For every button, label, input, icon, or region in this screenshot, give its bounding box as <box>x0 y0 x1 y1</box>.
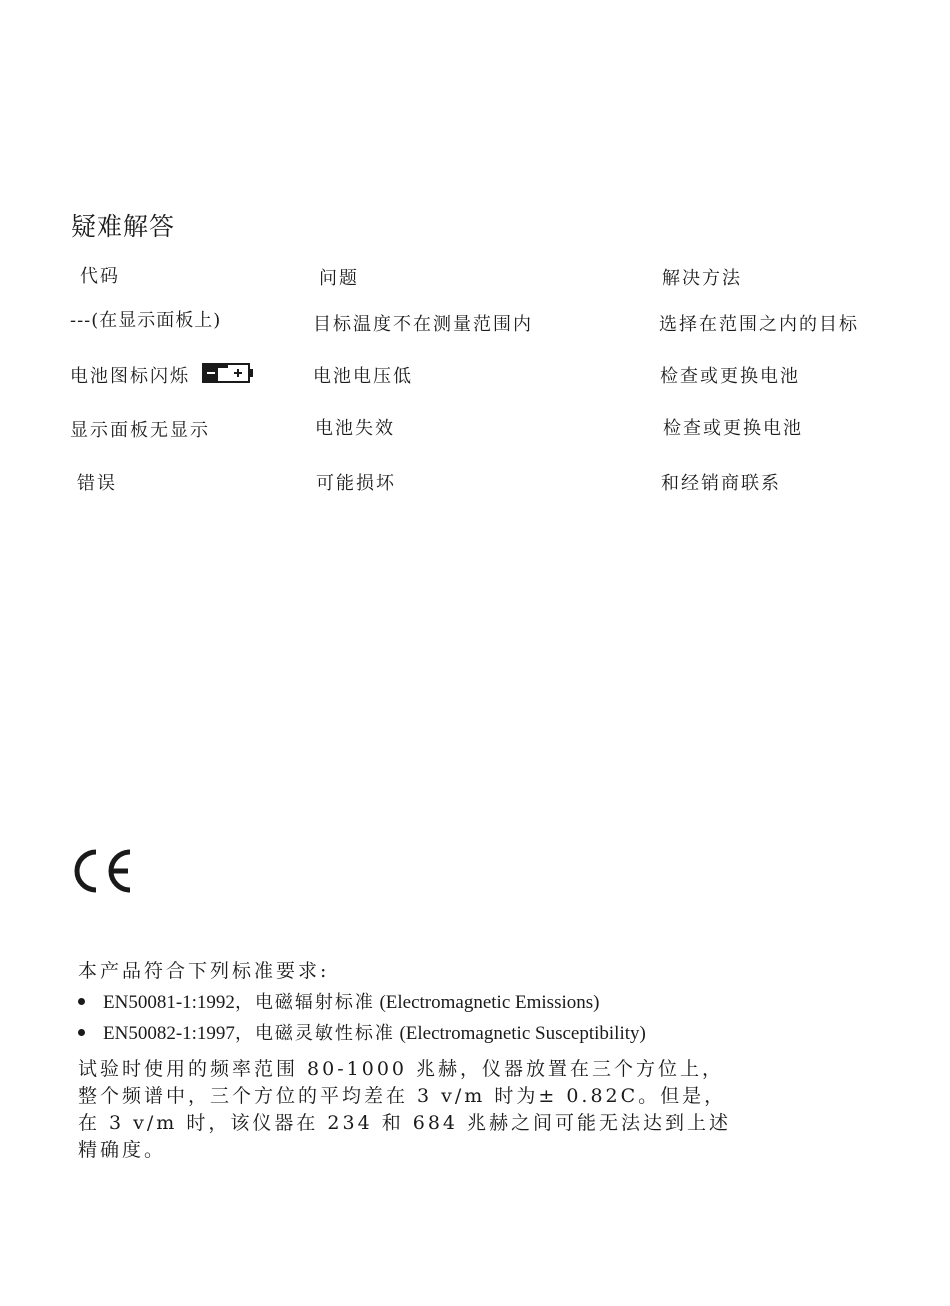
standard-item-2 <box>78 1019 646 1045</box>
bullet-icon <box>78 1029 85 1036</box>
row-1-solution: 选择在范围之内的目标 <box>659 314 859 335</box>
standard-item-1 <box>78 988 599 1014</box>
standard-1-en: (Electromagnetic Emissions) <box>379 992 600 1013</box>
row-4-problem: 可能损坏 <box>316 473 396 494</box>
row-4-solution: 和经销商联系 <box>661 473 781 494</box>
row-1-code: ---(在显示面板上) <box>70 310 222 331</box>
row-3-code: 显示面板无显示 <box>70 420 210 441</box>
standard-2-code: EN50082-1:1997 <box>103 1023 235 1044</box>
row-4-code: 错误 <box>77 473 117 494</box>
row-2-code: 电池图标闪烁 <box>70 366 190 387</box>
header-code: 代码 <box>80 266 120 287</box>
bullet-icon <box>78 998 85 1005</box>
standard-2-zh: 电磁灵敏性标准 <box>254 1023 395 1043</box>
standards-paragraph: 试验时使用的频率范围 80-1000 兆赫，仪器放置在三个方位上，整个频谱中，三个方位的平均差在 3 v/m 时为± 0.82C。但是，在 3 v/m 时，该仪器在 234 和 684 兆赫之间可能无法达到上述精确度。 <box>78 1058 732 1161</box>
row-2-code-wrap <box>70 362 254 390</box>
header-solution: 解决方法 <box>662 268 742 289</box>
header-problem: 问题 <box>319 268 359 289</box>
ce-mark-logo <box>72 848 136 898</box>
standard-1-sep: ， <box>234 992 255 1012</box>
section-title: 疑难解答 <box>71 212 176 241</box>
row-3-solution: 检查或更换电池 <box>663 418 803 439</box>
standard-2-sep: ， <box>234 1023 255 1043</box>
battery-low-icon <box>202 363 254 388</box>
row-1-problem: 目标温度不在测量范围内 <box>313 314 533 335</box>
standard-1-zh: 电磁辐射标准 <box>254 992 375 1012</box>
row-3-problem: 电池失效 <box>315 418 395 439</box>
standard-2-en: (Electromagnetic Susceptibility) <box>399 1023 646 1044</box>
row-2-solution: 检查或更换电池 <box>660 366 800 387</box>
standard-1-code: EN50081-1:1992 <box>103 992 235 1013</box>
standards-intro: 本产品符合下列标准要求: <box>78 960 330 982</box>
row-2-problem: 电池电压低 <box>313 366 413 387</box>
